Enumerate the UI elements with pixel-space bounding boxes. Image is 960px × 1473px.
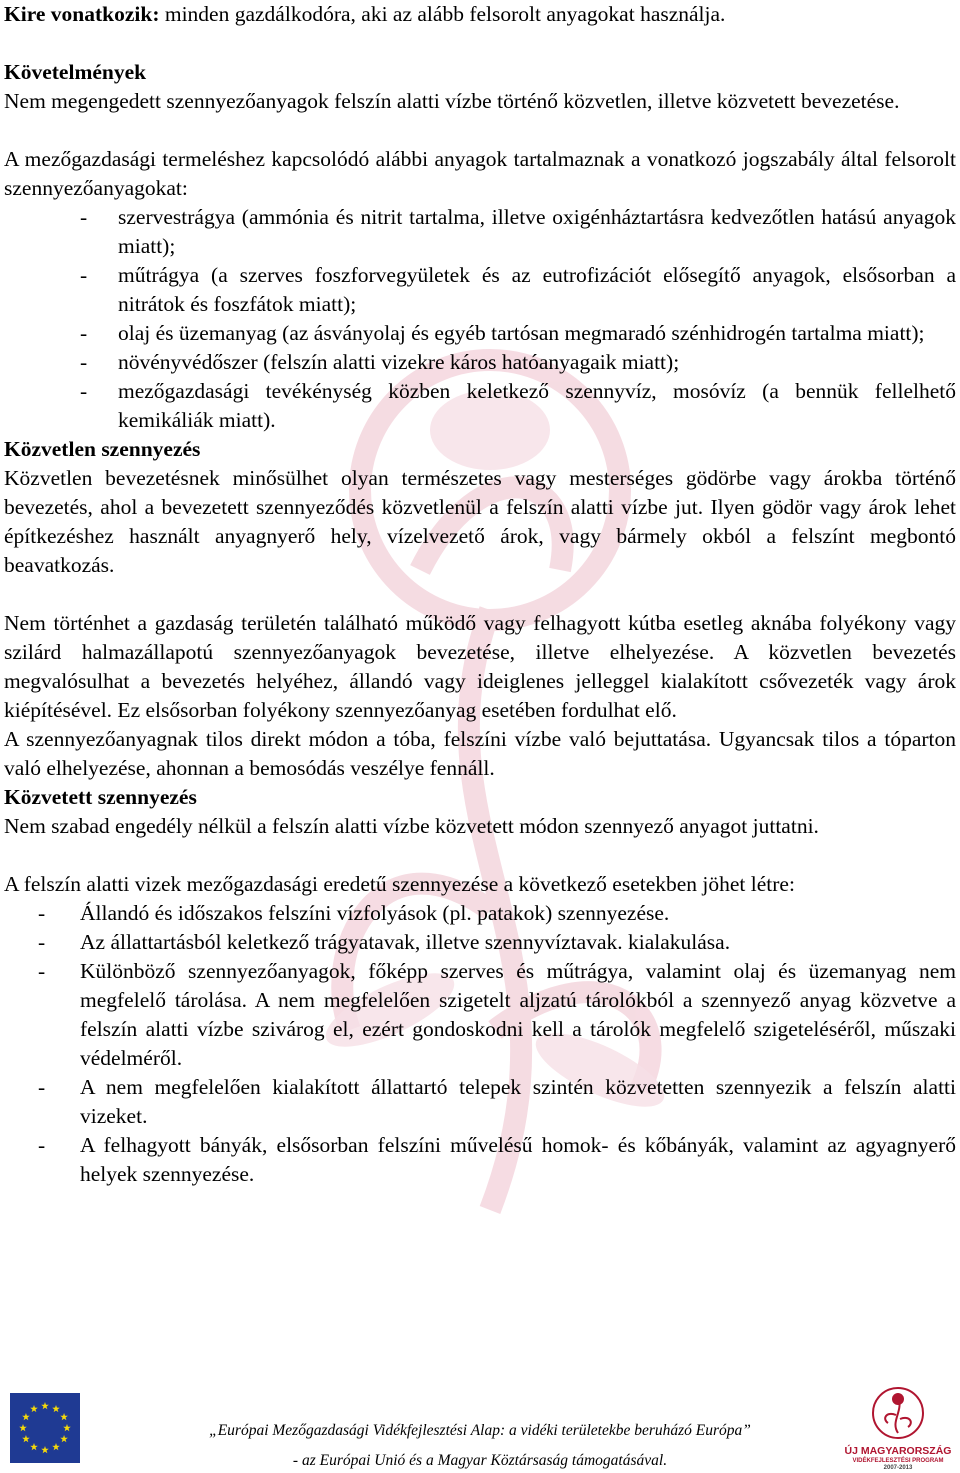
scope-label: Kire vonatkozik: — [4, 2, 160, 26]
logo-years: 2007-2013 — [883, 1465, 913, 1471]
dash-marker: - — [80, 379, 88, 403]
direct-paragraph-1: Közvetlen bevezetésnek minősülhet olyan természetes vagy mesterséges gödörbe vagy árokba történő bevezetés, ahol a bevezetett szennyeződés közvetlenül a felszín alatti vízbe jut. Ilyen gödör vagy árok lehet építkezéshez használt anyagnyerő hely, vízelvezető árok, vagy bármely okból a felszínt megbontó beavatkozás. — [4, 466, 956, 577]
list-item — [4, 1131, 956, 1189]
dash-marker: - — [38, 930, 46, 954]
list-item — [4, 319, 956, 348]
list-item — [4, 1073, 956, 1131]
scope-paragraph — [4, 0, 956, 29]
spacer — [4, 580, 956, 609]
dash-marker: - — [80, 350, 88, 374]
list-item — [4, 928, 956, 957]
dash-marker: - — [80, 321, 88, 345]
dash-marker: - — [38, 901, 46, 925]
list-item-text: szervestrágya (ammónia és nitrit tartalma, illetve oxigénháztartásra kedvezőtlen hatású anyagok miatt); — [118, 205, 956, 258]
footer-line-2: - az Európai Unió és a Magyar Köztársaság támogatásával. — [292, 1452, 668, 1469]
indirect-paragraph: Nem szabad engedély nélkül a felszín alatti vízbe közvetett módon szennyező anyagot juttatni. — [4, 814, 819, 838]
dash-marker: - — [38, 1075, 46, 1099]
list-item-text: A felhagyott bányák, elsősorban felszíni művelésű homok- és kőbányák, valamint az agyagnyerő helyek szennyezése. — [80, 1133, 956, 1186]
list-item — [4, 957, 956, 1073]
list-item-text: Különböző szennyezőanyagok, főképp szerves és műtrágya, valamint olaj és üzemanyag nem megfelelő tárolása. A nem megfelelően szigetelt aljzatú tárolókból a szennyező anyag közvetve a felszín alatti vízbe szivárog el, ezért gondoskodni kell a tárolók megfelelő szigeteléséről, műszaki védelméről. — [80, 959, 956, 1070]
direct-heading: Közvetlen szennyezés — [4, 437, 201, 461]
list-item — [4, 348, 956, 377]
spacer — [4, 841, 956, 870]
requirements-text: Nem megengedett szennyezőanyagok felszín alatti vízbe történő közvetlen, illetve közvetett bevezetése. — [4, 89, 900, 113]
footer-line-1: „Európai Mezőgazdasági Vidékfejlesztési Alap: a vidéki területekbe beruházó Európa” — [209, 1422, 751, 1439]
list-item-text: A nem megfelelően kialakított állattartó telepek szintén közvetetten szennyezik a felszín alatti vizeket. — [80, 1075, 956, 1128]
list-item — [4, 261, 956, 319]
pollutants-intro: A mezőgazdasági termeléshez kapcsolódó alábbi anyagok tartalmaznak a vonatkozó jogszabály által felsorolt szennyezőanyagokat: — [4, 147, 956, 200]
list-item-text: mezőgazdasági tevékénység közben keletkező szennyvíz, mosóvíz (a bennük fellelhető kemikáliák miatt). — [118, 379, 956, 432]
eu-flag-icon — [10, 1393, 80, 1463]
document-body — [4, 0, 956, 1189]
page-footer — [0, 1385, 960, 1473]
spacer — [4, 29, 956, 58]
cases-intro: A felszín alatti vizek mezőgazdasági eredetű szennyezése a következő esetekben jöhet létre: — [4, 872, 795, 896]
list-item — [4, 203, 956, 261]
pollutants-list — [4, 203, 956, 435]
direct-paragraph-3: A szennyezőanyagnak tilos direkt módon a tóba, felszíni vízbe való bejuttatása. Ugyancsak tilos a tóparton való elhelyezése, ahonnan a bemosódás veszélye fennáll. — [4, 727, 956, 780]
list-item — [4, 899, 956, 928]
list-item-text: növényvédőszer (felszín alatti vizekre káros hatóanyagaik miatt); — [118, 350, 680, 374]
spacer — [4, 116, 956, 145]
cases-list — [4, 899, 956, 1189]
direct-paragraph-2: Nem történhet a gazdaság területén található működő vagy felhagyott kútba esetleg aknába folyékony vagy szilárd halmazállapotú szennyezőanyagok bevezetése, illetve elhelyezése. A közvetlen bevezetés megvalósulhat a bevezetés helyéhez, állandó vagy ideiglenes jelleggel kialakított csővezeték vagy árok kiépítésével. Ez elsősorban folyékony szennyezőanyag esetében fordulhat elő. — [4, 611, 956, 722]
logo-subtitle: VIDÉKFEJLESZTÉSI PROGRAM — [852, 1458, 944, 1464]
indirect-heading: Közvetett szennyezés — [4, 785, 197, 809]
list-item-text: Állandó és időszakos felszíni vízfolyások (pl. patakok) szennyezése. — [80, 901, 670, 925]
logo-title: ÚJ MAGYARORSZÁG — [844, 1445, 952, 1457]
list-item — [4, 377, 956, 435]
list-item-text: Az állattartásból keletkező trágyatavak, illetve szennyvíztavak. kialakulása. — [80, 930, 731, 954]
dash-marker: - — [38, 1133, 46, 1157]
requirements-heading: Követelmények — [4, 60, 147, 84]
dash-marker: - — [80, 205, 88, 229]
dash-marker: - — [38, 959, 46, 983]
list-item-text: olaj és üzemanyag (az ásványolaj és egyéb tartósan megmaradó szénhidrogén tartalma miatt); — [118, 321, 925, 345]
scope-text: minden gazdálkodóra, aki az alább felsorolt anyagokat használja. — [159, 2, 726, 26]
dash-marker: - — [80, 263, 88, 287]
list-item-text: műtrágya (a szerves foszforvegyületek és az eutrofizációt elősegítő anyagok, elsősorban a nitrátok és foszfátok miatt); — [118, 263, 956, 316]
